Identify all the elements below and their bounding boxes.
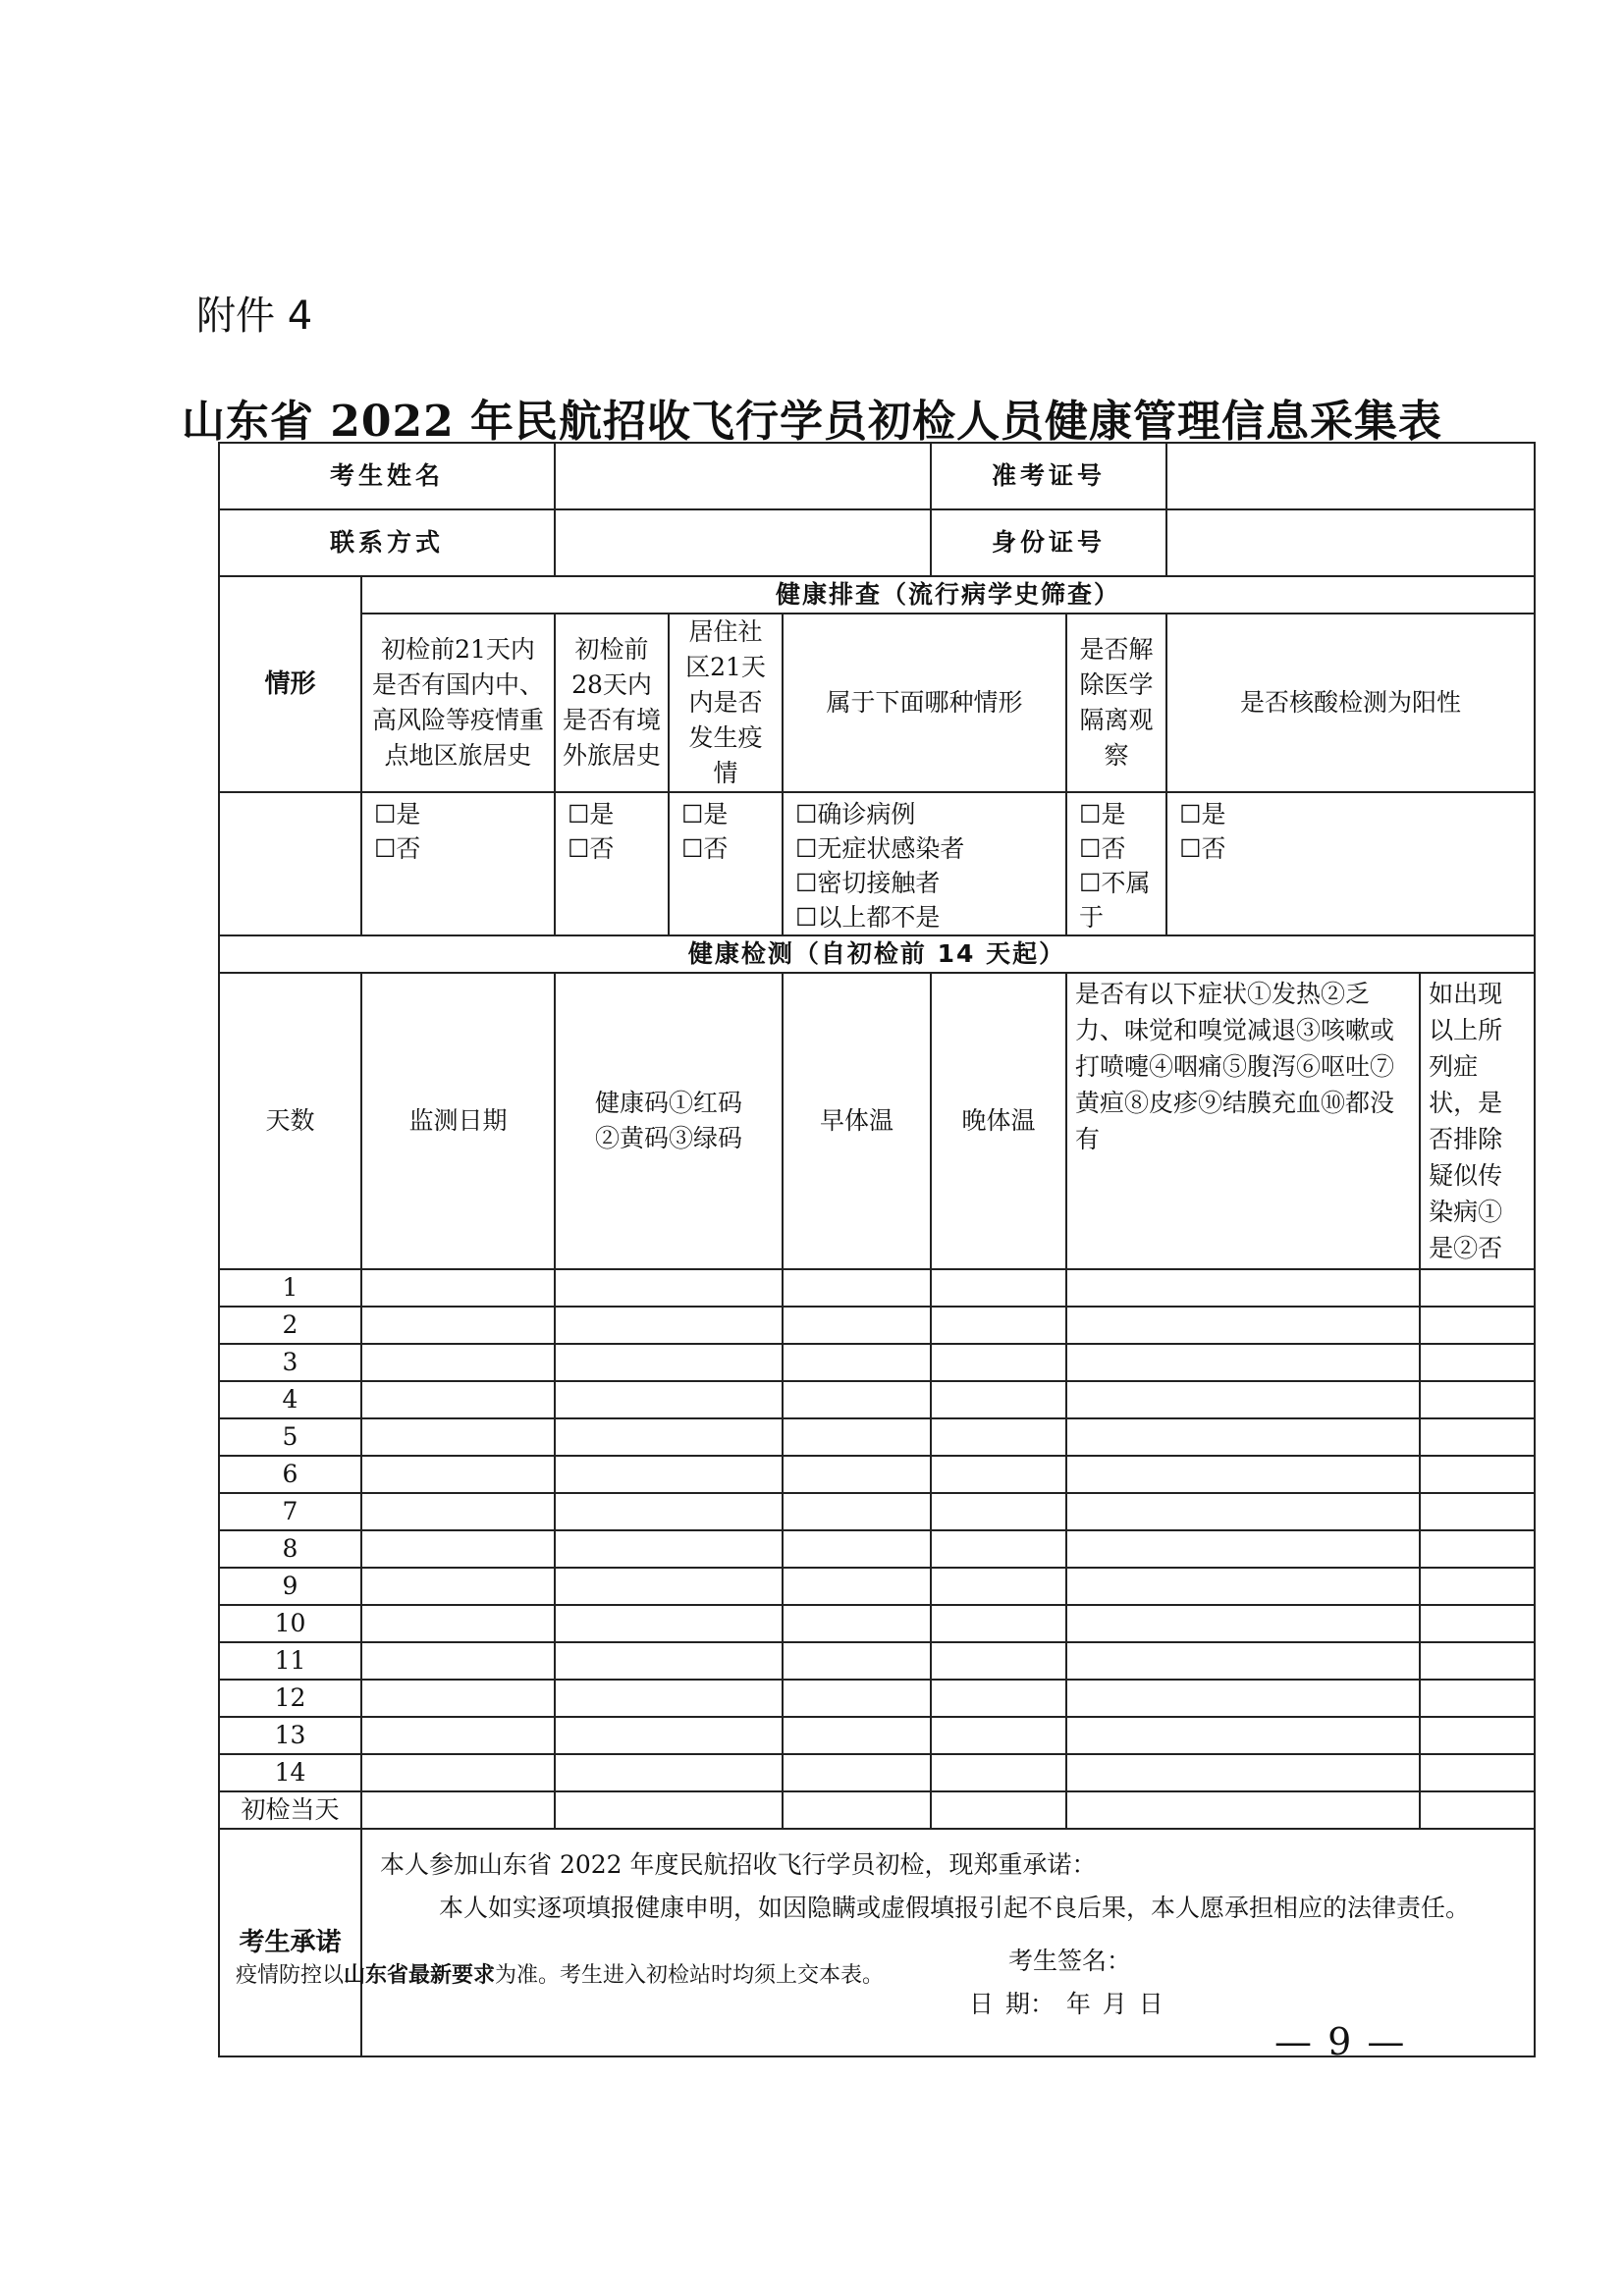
situation-label: 情形 — [219, 576, 361, 792]
footnote-bold: 山东省最新要求 — [344, 1963, 496, 1988]
day-entry-cell[interactable] — [931, 1493, 1066, 1530]
day-entry-cell[interactable] — [1420, 1381, 1535, 1418]
day-row — [219, 1456, 1535, 1493]
day-entry-cell[interactable] — [783, 1605, 931, 1642]
header-exclusion: 如出现以上所列症状，是否排除疑似传染病①是②否 — [1420, 973, 1535, 1269]
header-health-code: 健康码①红码②黄码③绿码 — [555, 973, 783, 1269]
day-label: 11 — [219, 1642, 361, 1680]
day-label: 3 — [219, 1344, 361, 1381]
day-entry-cell[interactable] — [361, 1456, 555, 1493]
day-label: 8 — [219, 1530, 361, 1568]
screening-col-category: 属于下面哪种情形 — [783, 614, 1066, 792]
options-category[interactable] — [783, 792, 1066, 935]
contact-label: 联系方式 — [219, 509, 555, 576]
footnote — [236, 1958, 884, 1989]
screening-section-title: 健康排查（流行病学史筛查） — [361, 576, 1535, 614]
day-entry-cell[interactable] — [361, 1307, 555, 1344]
day-entry-cell[interactable] — [361, 1605, 555, 1642]
day-entry-cell[interactable] — [931, 1269, 1066, 1307]
exam-id-label: 准考证号 — [931, 443, 1166, 509]
day-entry-cell[interactable] — [1420, 1269, 1535, 1307]
day-entry-cell[interactable] — [1420, 1493, 1535, 1530]
day-entry-cell[interactable] — [1066, 1680, 1420, 1717]
day-row — [219, 1493, 1535, 1530]
pledge-line-1: 本人参加山东省 2022 年度民航招收飞行学员初检，现郑重承诺： — [380, 1850, 1097, 1879]
contact-field[interactable] — [555, 509, 931, 576]
name-field[interactable] — [555, 443, 931, 509]
day-entry-cell[interactable] — [783, 1344, 931, 1381]
day-entry-cell[interactable] — [783, 1530, 931, 1568]
header-symptoms: 是否有以下症状①发热②乏力、味觉和嗅觉减退③咳嗽或打喷嚏④咽痛⑤腹泻⑥呕吐⑦黄疸⑧皮疹⑨结膜充血⑩都没有 — [1066, 973, 1420, 1269]
day-entry-cell[interactable] — [1066, 1418, 1420, 1456]
day-row — [219, 1791, 1535, 1829]
checkbox-confirmed[interactable]: ☐确诊病例 — [795, 800, 916, 828]
checkbox-no[interactable]: ☐否 — [1079, 834, 1126, 863]
day-entry-cell[interactable] — [783, 1269, 931, 1307]
exam-id-field[interactable] — [1166, 443, 1535, 509]
day-entry-cell[interactable] — [555, 1791, 783, 1829]
day-entry-cell[interactable] — [931, 1642, 1066, 1680]
header-days: 天数 — [219, 973, 361, 1269]
checkbox-no[interactable]: ☐否 — [568, 834, 615, 863]
day-entry-cell[interactable] — [931, 1568, 1066, 1605]
day-entry-cell[interactable] — [555, 1568, 783, 1605]
day-entry-cell[interactable] — [931, 1717, 1066, 1754]
day-row — [219, 1568, 1535, 1605]
options-quarantine[interactable] — [1066, 792, 1166, 935]
day-entry-cell[interactable] — [555, 1381, 783, 1418]
day-entry-cell[interactable] — [931, 1418, 1066, 1456]
checkbox-yes[interactable]: ☐是 — [374, 800, 421, 828]
day-entry-cell[interactable] — [1420, 1605, 1535, 1642]
page-title: 山东省 2022 年民航招收飞行学员初检人员健康管理信息采集表 — [181, 397, 1443, 447]
day-entry-cell[interactable] — [1066, 1754, 1420, 1791]
day-entry-cell[interactable] — [783, 1791, 931, 1829]
day-entry-cell[interactable] — [555, 1418, 783, 1456]
day-entry-cell[interactable] — [361, 1680, 555, 1717]
checkbox-asymptomatic[interactable]: ☐无症状感染者 — [795, 834, 965, 863]
day-label: 7 — [219, 1493, 361, 1530]
day-entry-cell[interactable] — [783, 1493, 931, 1530]
day-entry-cell[interactable] — [931, 1456, 1066, 1493]
day-entry-cell[interactable] — [1066, 1344, 1420, 1381]
day-entry-cell[interactable] — [361, 1530, 555, 1568]
day-entry-cell[interactable] — [1420, 1307, 1535, 1344]
day-entry-cell[interactable] — [361, 1717, 555, 1754]
day-entry-cell[interactable] — [1420, 1530, 1535, 1568]
day-entry-cell[interactable] — [1420, 1717, 1535, 1754]
day-entry-cell[interactable] — [361, 1642, 555, 1680]
day-entry-cell[interactable] — [361, 1791, 555, 1829]
page-number: — 9 — — [1274, 2020, 1407, 2063]
day-entry-cell[interactable] — [1420, 1568, 1535, 1605]
day-entry-cell[interactable] — [1066, 1307, 1420, 1344]
day-label: 10 — [219, 1605, 361, 1642]
day-row — [219, 1680, 1535, 1717]
date-line[interactable]: 日 期： 年 月 日 — [969, 1990, 1164, 2018]
day-row — [219, 1717, 1535, 1754]
day-entry-cell[interactable] — [783, 1456, 931, 1493]
options-nucleic[interactable] — [1166, 792, 1535, 935]
checkbox-yes[interactable]: ☐是 — [1079, 800, 1126, 828]
day-entry-cell[interactable] — [1066, 1605, 1420, 1642]
day-entry-cell[interactable] — [783, 1717, 931, 1754]
day-row — [219, 1269, 1535, 1307]
day-entry-cell[interactable] — [931, 1605, 1066, 1642]
day-entry-cell[interactable] — [1420, 1456, 1535, 1493]
screening-col-nucleic: 是否核酸检测为阳性 — [1166, 614, 1535, 792]
header-evening-temp: 晚体温 — [931, 973, 1066, 1269]
signature-line[interactable]: 考生签名： — [1008, 1947, 1132, 1975]
day-row — [219, 1642, 1535, 1680]
day-entry-cell[interactable] — [555, 1530, 783, 1568]
checkbox-no[interactable]: ☐否 — [374, 834, 421, 863]
day-entry-cell[interactable] — [361, 1493, 555, 1530]
screening-col-overseas: 初检前28天内是否有境外旅居史 — [555, 614, 669, 792]
checkbox-not-applicable[interactable]: ☐不属于 — [1079, 869, 1151, 932]
day-entry-cell[interactable] — [1420, 1791, 1535, 1829]
day-entry-cell[interactable] — [361, 1568, 555, 1605]
day-entry-cell[interactable] — [555, 1605, 783, 1642]
day-entry-cell[interactable] — [1420, 1754, 1535, 1791]
day-label: 9 — [219, 1568, 361, 1605]
checkbox-no[interactable]: ☐否 — [1179, 834, 1226, 863]
checkbox-close-contact[interactable]: ☐密切接触者 — [795, 869, 941, 897]
day-row — [219, 1381, 1535, 1418]
day-label: 14 — [219, 1754, 361, 1791]
pledge-label: 考生承诺 — [219, 1829, 361, 2056]
footnote-prefix: 疫情防控以 — [236, 1963, 345, 1988]
options-overseas[interactable] — [555, 792, 669, 935]
day-label: 6 — [219, 1456, 361, 1493]
day-label: 初检当天 — [219, 1791, 361, 1829]
day-label: 2 — [219, 1307, 361, 1344]
day-entry-cell[interactable] — [1066, 1568, 1420, 1605]
options-domestic-risk[interactable] — [361, 792, 555, 935]
day-entry-cell[interactable] — [1066, 1530, 1420, 1568]
day-entry-cell[interactable] — [1420, 1418, 1535, 1456]
screening-col-domestic-risk: 初检前21天内是否有国内中、高风险等疫情重点地区旅居史 — [361, 614, 555, 792]
day-entry-cell[interactable] — [783, 1754, 931, 1791]
day-entry-cell[interactable] — [361, 1754, 555, 1791]
screening-col-community: 居住社区21天内是否发生疫情 — [669, 614, 783, 792]
day-row — [219, 1418, 1535, 1456]
day-entry-cell[interactable] — [931, 1344, 1066, 1381]
day-entry-cell[interactable] — [555, 1269, 783, 1307]
name-label: 考生姓名 — [219, 443, 555, 509]
screening-options-spacer — [219, 792, 361, 935]
day-entry-cell[interactable] — [555, 1307, 783, 1344]
monitoring-section-title: 健康检测（自初检前 14 天起） — [219, 935, 1535, 973]
checkbox-yes[interactable]: ☐是 — [568, 800, 615, 828]
day-entry-cell[interactable] — [783, 1642, 931, 1680]
header-date: 监测日期 — [361, 973, 555, 1269]
day-entry-cell[interactable] — [1066, 1717, 1420, 1754]
day-row — [219, 1530, 1535, 1568]
checkbox-no[interactable]: ☐否 — [681, 834, 729, 863]
checkbox-none[interactable]: ☐以上都不是 — [795, 903, 941, 932]
day-entry-cell[interactable] — [1420, 1642, 1535, 1680]
day-entry-cell[interactable] — [931, 1791, 1066, 1829]
day-entry-cell[interactable] — [1420, 1344, 1535, 1381]
pledge-line-2: 本人如实逐项填报健康申明，如因隐瞒或虚假填报引起不良后果，本人愿承担相应的法律责任。 — [439, 1894, 1471, 1922]
id-card-label: 身份证号 — [931, 509, 1166, 576]
day-entry-cell[interactable] — [783, 1680, 931, 1717]
day-entry-cell[interactable] — [783, 1568, 931, 1605]
day-row — [219, 1344, 1535, 1381]
screening-col-quarantine: 是否解除医学隔离观察 — [1066, 614, 1166, 792]
id-card-field[interactable] — [1166, 509, 1535, 576]
health-form-table — [218, 442, 1536, 2057]
monitoring-rows — [219, 1269, 1535, 1829]
checkbox-yes[interactable]: ☐是 — [681, 800, 729, 828]
day-entry-cell[interactable] — [555, 1680, 783, 1717]
footnote-suffix: 为准。考生进入初检站时均须上交本表。 — [495, 1963, 885, 1988]
day-entry-cell[interactable] — [555, 1493, 783, 1530]
day-label: 5 — [219, 1418, 361, 1456]
day-entry-cell[interactable] — [783, 1418, 931, 1456]
day-entry-cell[interactable] — [783, 1307, 931, 1344]
day-entry-cell[interactable] — [931, 1307, 1066, 1344]
day-entry-cell[interactable] — [931, 1754, 1066, 1791]
day-entry-cell[interactable] — [555, 1456, 783, 1493]
day-entry-cell[interactable] — [361, 1344, 555, 1381]
day-entry-cell[interactable] — [931, 1530, 1066, 1568]
day-entry-cell[interactable] — [361, 1269, 555, 1307]
day-entry-cell[interactable] — [783, 1381, 931, 1418]
options-community[interactable] — [669, 792, 783, 935]
day-entry-cell[interactable] — [1066, 1642, 1420, 1680]
day-row — [219, 1307, 1535, 1344]
day-entry-cell[interactable] — [555, 1717, 783, 1754]
day-entry-cell[interactable] — [1420, 1680, 1535, 1717]
day-entry-cell[interactable] — [1066, 1493, 1420, 1530]
day-label: 4 — [219, 1381, 361, 1418]
day-row — [219, 1605, 1535, 1642]
day-entry-cell[interactable] — [931, 1680, 1066, 1717]
day-entry-cell[interactable] — [361, 1381, 555, 1418]
day-row — [219, 1754, 1535, 1791]
day-entry-cell[interactable] — [1066, 1381, 1420, 1418]
day-entry-cell[interactable] — [1066, 1456, 1420, 1493]
day-entry-cell[interactable] — [361, 1418, 555, 1456]
day-label: 1 — [219, 1269, 361, 1307]
header-morning-temp: 早体温 — [783, 973, 931, 1269]
day-entry-cell[interactable] — [1066, 1269, 1420, 1307]
day-entry-cell[interactable] — [1066, 1791, 1420, 1829]
checkbox-yes[interactable]: ☐是 — [1179, 800, 1226, 828]
day-entry-cell[interactable] — [555, 1344, 783, 1381]
day-entry-cell[interactable] — [931, 1381, 1066, 1418]
day-label: 13 — [219, 1717, 361, 1754]
day-label: 12 — [219, 1680, 361, 1717]
day-entry-cell[interactable] — [555, 1642, 783, 1680]
day-entry-cell[interactable] — [555, 1754, 783, 1791]
attachment-label: 附件 4 — [196, 294, 313, 339]
